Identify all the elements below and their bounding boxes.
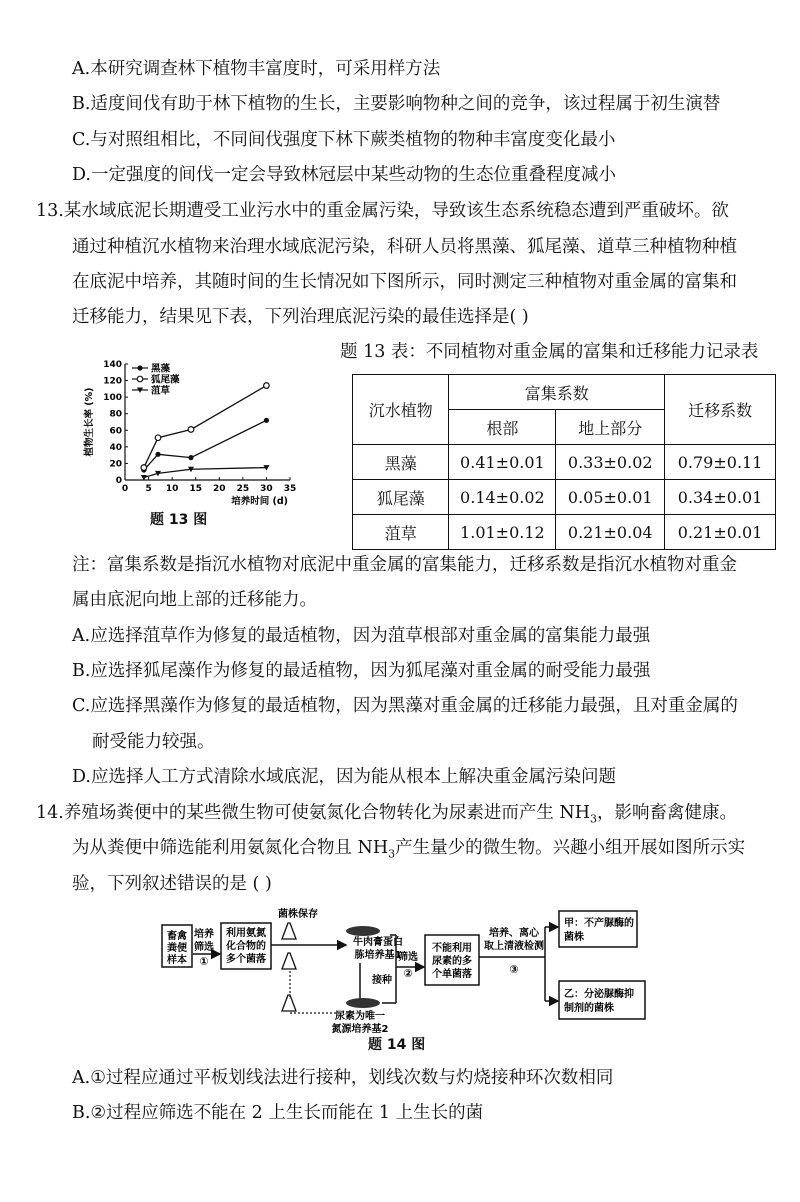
y-axis-label: 植物生长率 (%) [84, 387, 95, 457]
y-tick-label: 60 [109, 426, 122, 437]
petri-dish-icon [346, 998, 380, 1008]
table-header-plant: 沉水植物 [353, 375, 449, 445]
table-cell-plant: 狐尾藻 [353, 480, 449, 515]
result-a-label-1: 甲：不产脲酶的 [564, 918, 634, 929]
data-point [188, 455, 193, 460]
y-tick-label: 40 [109, 442, 122, 453]
q13-stem-line-3: 在底泥中培养，其随时间的生长情况如下图所示，同时测定三种植物对重金属的富集和 [72, 272, 737, 292]
q14-option-a: A.①过程应通过平板划线法进行接种，划线次数与灼烧接种环次数相同 [72, 1068, 614, 1088]
x-tick-label: 35 [283, 484, 297, 494]
series-line-0 [144, 420, 267, 470]
colonies-label-2: 化合物的 [226, 941, 266, 952]
table-row [353, 480, 776, 515]
q13-growth-chart [80, 352, 305, 527]
x-tick-label: 20 [213, 484, 226, 494]
table-cell-root: 0.14±0.02 [449, 480, 556, 515]
table-cell-above: 0.05±0.01 [556, 480, 665, 515]
result-b-label-1: 乙：分泌脲酶抑 [564, 989, 634, 1000]
table-header-migrate: 迁移系数 [665, 375, 776, 445]
q12-option-c: C.与对照组相比，不同间伐强度下林下蕨类植物的物种丰富度变化最小 [72, 130, 616, 150]
single-label-2: 尿素的多 [432, 956, 472, 967]
y-tick-label: 140 [103, 360, 122, 370]
flask-icon [282, 953, 296, 969]
data-point [264, 383, 270, 389]
table-cell-root: 1.01±0.12 [449, 515, 556, 550]
table-cell-above: 0.33±0.02 [556, 445, 665, 480]
x-tick-label: 10 [165, 484, 179, 494]
step3-number: ③ [509, 963, 519, 976]
table-cell-root: 0.41±0.01 [449, 445, 556, 480]
q12-option-d: D.一定强度的间伐一定会导致林冠层中某些动物的生态位重叠程度减小 [72, 165, 616, 185]
q13-figure-caption: 题 13 图 [150, 512, 208, 528]
q13-table-title: 题 13 表：不同植物对重金属的富集和迁移能力记录表 [340, 342, 759, 362]
single-label-1: 不能利用 [432, 943, 472, 954]
q14-stem-line-1: 14.养殖场粪便中的某些微生物可使氨氮化合物转化为尿素进而产生 $NH_3$，影响畜禽健康。 [36, 803, 737, 826]
table-cell-migrate: 0.21±0.01 [665, 515, 776, 550]
x-tick-label: 0 [121, 484, 129, 494]
petri-dish-icon [346, 926, 380, 936]
data-point [264, 418, 269, 423]
series-line-2 [144, 468, 267, 478]
medium1-label-2: 胨培养基1 [354, 950, 402, 961]
step2-number: ② [403, 967, 413, 980]
q14-figure-caption: 题 14 图 [368, 1037, 426, 1053]
table-header-root: 根部 [449, 410, 556, 445]
q13-metal-table [352, 374, 776, 550]
table-row [353, 445, 776, 480]
flask-icon [282, 995, 296, 1011]
q13-option-c: C.应选择黑藻作为修复的最适植物，因为黑藻对重金属的迁移能力最强，且对重金属的 [72, 696, 738, 716]
chart-legend [132, 363, 180, 397]
q13-stem-line-1: 13.某水域底泥长期遭受工业污水中的重金属污染，导致该生态系统稳态遭到严重破坏。欲 [36, 201, 729, 221]
result-b-label-2: 制剂的菌株 [564, 1003, 614, 1014]
medium2-label-2: 氮源培养基2 [331, 1024, 389, 1035]
legend-label: 狐尾藻 [151, 374, 180, 386]
table-cell-migrate: 0.79±0.11 [665, 445, 776, 480]
table-row [353, 515, 776, 550]
y-tick-label: 100 [103, 393, 122, 404]
y-tick-label: 0 [115, 476, 122, 486]
data-point [155, 452, 160, 457]
data-point [188, 427, 194, 433]
table-cell-plant: 黑藻 [353, 445, 449, 480]
q13-option-b: B.应选择狐尾藻作为修复的最适植物，因为狐尾藻对重金属的耐受能力最强 [72, 661, 651, 681]
q13-note-line-2: 属由底泥向地上部的迁移能力。 [72, 590, 317, 610]
q14-flow-diagram [160, 905, 670, 1037]
chart-series [141, 383, 270, 481]
culture-label-1: 培养、离心 [489, 928, 539, 939]
flask-icon [282, 923, 296, 939]
q14-stem-line-3: 验，下列叙述错误的是 ( ) [72, 874, 272, 894]
x-tick-label: 30 [260, 484, 273, 494]
sample-label-1: 畜禽 [167, 931, 187, 942]
screen-label: 筛选 [398, 952, 418, 963]
single-label-3: 个单菌落 [432, 969, 472, 980]
chart-axes [83, 360, 296, 507]
inoculate-label: 接种 [372, 975, 392, 986]
medium1-label-1: 牛肉膏蛋白 [353, 937, 403, 948]
sample-label-3: 样本 [167, 955, 187, 966]
q12-option-b: B.适度间伐有助于林下植物的生长，主要影响物种之间的竞争，该过程属于初生演替 [72, 94, 721, 114]
table-header-enrich: 富集系数 [449, 375, 665, 410]
q13-option-a: A.应选择菹草作为修复的最适植物，因为菹草根部对重金属的富集能力最强 [72, 626, 651, 646]
data-point [155, 435, 161, 441]
x-tick-label: 5 [145, 484, 152, 494]
step1-number: ① [199, 955, 209, 968]
x-tick-label: 15 [189, 484, 202, 494]
y-tick-label: 120 [103, 376, 122, 387]
table-header-above: 地上部分 [556, 410, 665, 445]
data-point [137, 365, 142, 370]
x-axis-label: 培养时间 (d) [231, 496, 288, 507]
q13-note-line-1: 注：富集系数是指沉水植物对底泥中重金属的富集能力，迁移系数是指沉水植物对重金 [72, 555, 737, 575]
data-point [137, 376, 143, 382]
x-tick-label: 25 [236, 484, 250, 494]
table-cell-above: 0.21±0.04 [556, 515, 665, 550]
medium2-label-1: 尿素为唯一 [335, 1011, 385, 1022]
sample-label-2: 粪便 [167, 943, 187, 954]
q14-stem-line-2: 为从粪便中筛选能利用氨氮化合物且 $NH_3$产生量少的微生物。兴趣小组开展如图所示实 [72, 838, 746, 861]
q13-stem-line-4: 迁移能力，结果见下表，下列治理底泥污染的最佳选择是( ) [72, 307, 529, 327]
culture-label-2: 取上清液检测 [484, 941, 544, 952]
data-point [141, 465, 147, 471]
colonies-label-1: 利用氨氮 [226, 928, 266, 939]
step1-top-label: 培养 [194, 929, 214, 940]
table-cell-plant: 菹草 [353, 515, 449, 550]
colonies-label-3: 多个菌落 [226, 954, 266, 965]
y-tick-label: 80 [109, 409, 122, 420]
q14-option-b: B.②过程应筛选不能在 2 上生长而能在 1 上生长的菌 [72, 1103, 484, 1123]
result-a-label-2: 菌株 [564, 932, 584, 943]
legend-label: 黑藻 [151, 363, 171, 375]
step1-bottom-label: 筛选 [194, 942, 214, 953]
preserve-label: 菌株保存 [278, 909, 318, 920]
q12-option-a: A.本研究调查林下植物丰富度时，可采用样方法 [72, 59, 441, 79]
table-cell-migrate: 0.34±0.01 [665, 480, 776, 515]
q13-option-d: D.应选择人工方式清除水域底泥，因为能从根本上解决重金属污染问题 [72, 767, 616, 787]
y-tick-label: 20 [109, 459, 122, 470]
q13-stem-line-2: 通过种植沉水植物来治理水域底泥污染，科研人员将黑藻、狐尾藻、道草三种植物种植 [72, 237, 737, 257]
q13-option-c-cont: 耐受能力较强。 [92, 732, 215, 752]
legend-label: 菹草 [151, 385, 171, 397]
